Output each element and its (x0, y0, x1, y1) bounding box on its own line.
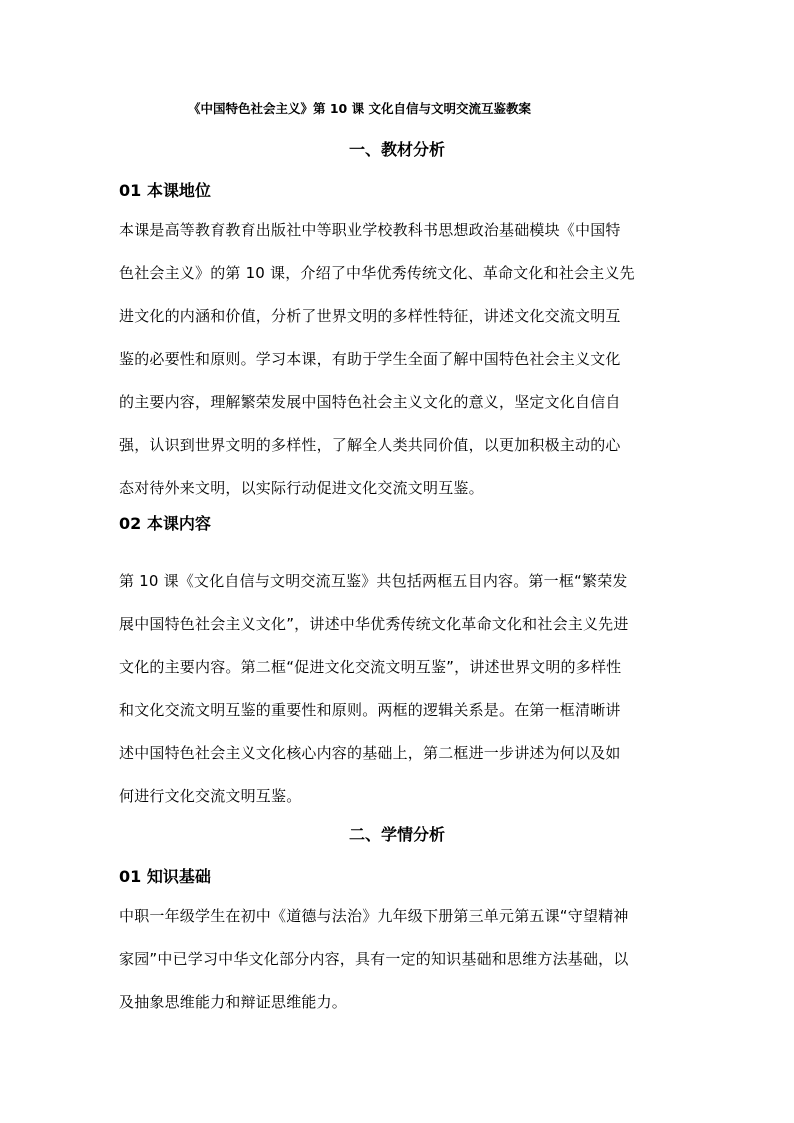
paragraph-line: 强，认识到世界文明的多样性，了解全人类共同价值，以更加积极主动的心 (119, 436, 621, 454)
paragraph-line: 的主要内容，理解繁荣发展中国特色社会主义文化的意义，坚定文化自信自 (119, 393, 621, 411)
paragraph-line: 鉴的必要性和原则。学习本课，有助于学生全面了解中国特色社会主义文化 (119, 350, 621, 368)
paragraph-line: 述中国特色社会主义文化核心内容的基础上，第二框进一步讲述为何以及如 (119, 744, 621, 762)
paragraph-line: 中职一年级学生在初中《道德与法治》九年级下册第三单元第五课“守望精神 (119, 907, 629, 925)
paragraph-line: 文化的主要内容。第二框“促进文化交流文明互鉴”，讲述世界文明的多样性 (119, 658, 622, 676)
paragraph-line: 本课是高等教育教育出版社中等职业学校教科书思想政治基础模块《中国特 (119, 221, 621, 239)
paragraph-line: 家园”中已学习中华文化部分内容，具有一定的知识基础和思维方法基础，以 (119, 950, 629, 968)
subsection-heading-lesson-content: 02 本课内容 (119, 514, 211, 533)
paragraph-line: 色社会主义》的第 10 课，介绍了中华优秀传统文化、革命文化和社会主义先 (119, 264, 635, 282)
document-title: 《中国特色社会主义》第 10 课 文化自信与文明交流互鉴教案 (188, 101, 531, 116)
paragraph-line: 及抽象思维能力和辩证思维能力。 (119, 993, 348, 1011)
paragraph-line: 何进行文化交流文明互鉴。 (119, 787, 302, 805)
paragraph-line: 态对待外来文明，以实际行动促进文化交流文明互鉴。 (119, 479, 484, 497)
subsection-heading-lesson-position: 01 本课地位 (119, 181, 211, 200)
paragraph-line: 展中国特色社会主义文化”，讲述中华优秀传统文化革命文化和社会主义先进 (119, 615, 629, 633)
section-heading-textbook-analysis: 一、教材分析 (348, 140, 445, 159)
subsection-heading-knowledge-base: 01 知识基础 (119, 867, 211, 886)
paragraph-line: 和文化交流文明互鉴的重要性和原则。两框的逻辑关系是。在第一框清晰讲 (119, 701, 621, 719)
paragraph-line: 进文化的内涵和价值，分析了世界文明的多样性特征，讲述文化交流文明互 (119, 307, 621, 325)
paragraph-line: 第 10 课《文化自信与文明交流互鉴》共包括两框五目内容。第一框“繁荣发 (119, 572, 628, 590)
section-heading-learner-analysis: 二、学情分析 (348, 825, 445, 844)
